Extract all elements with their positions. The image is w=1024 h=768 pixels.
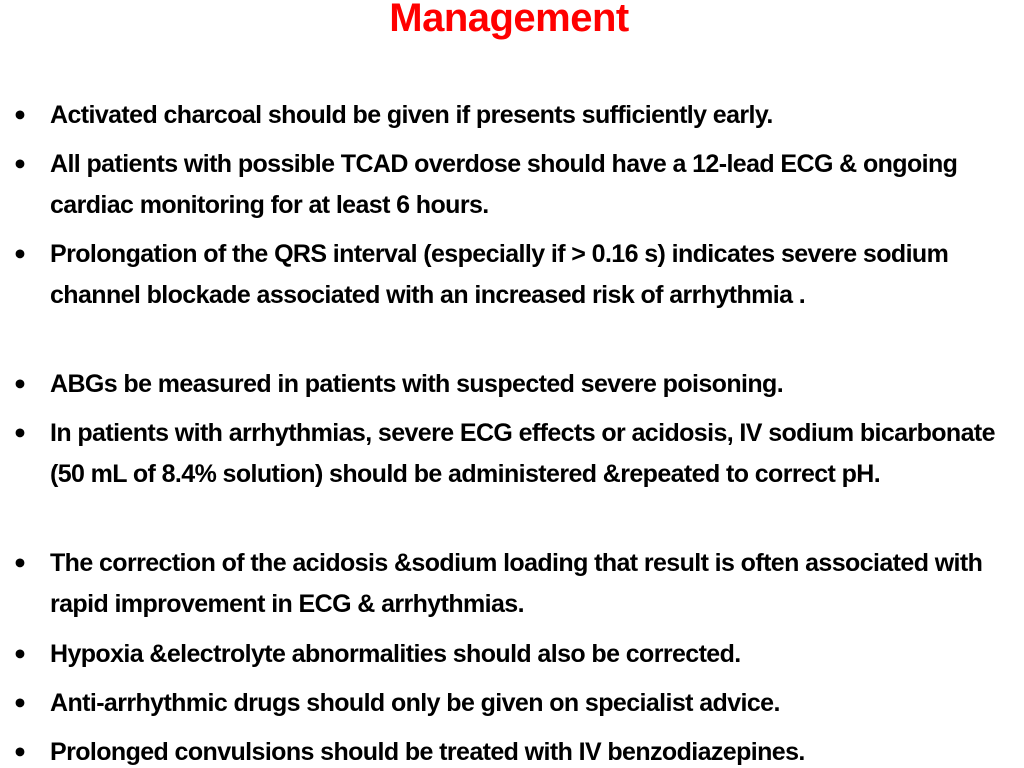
bullet-item	[12, 732, 1020, 768]
bullet-dot-icon: •	[12, 370, 28, 399]
bullet-text: ABGs be measured in patients with suspected severe poisoning.	[50, 370, 784, 398]
bullet-dot-icon: •	[12, 240, 28, 269]
bullet-dot-icon: •	[12, 150, 28, 179]
bullet-text: The correction of the acidosis &sodium loading that result is often associated with rapid improvement in ECG & arrhythmias.	[50, 549, 983, 618]
bullet-dot-icon: •	[12, 689, 28, 718]
bullet-dot-icon: •	[12, 738, 28, 767]
bullet-dot-icon: •	[12, 640, 28, 669]
bullet-item	[12, 634, 1020, 675]
bullet-item	[12, 683, 1020, 724]
bullet-item	[12, 543, 1020, 625]
bullet-text: Prolonged convulsions should be treated with IV benzodiazepines.	[50, 738, 805, 766]
bullet-item	[12, 144, 1020, 226]
bullet-text: In patients with arrhythmias, severe ECG effects or acidosis, IV sodium bicarbonate (50 mL of 8.4% solution) should be administered &repeated to correct pH.	[50, 419, 995, 488]
bullet-dot-icon: •	[12, 101, 28, 130]
slide-title: Management	[389, 0, 629, 40]
bullet-item	[12, 95, 1020, 136]
bullet-item	[12, 413, 1020, 495]
bullet-dot-icon: •	[12, 419, 28, 448]
bullet-item	[12, 234, 1020, 316]
bullet-text: Anti-arrhythmic drugs should only be given on specialist advice.	[50, 689, 780, 717]
bullet-item	[12, 364, 1020, 405]
bullet-text: Hypoxia &electrolyte abnormalities should also be corrected.	[50, 640, 741, 668]
bullet-text: All patients with possible TCAD overdose should have a 12-lead ECG & ongoing cardiac monitoring for at least 6 hours.	[50, 150, 958, 219]
bullet-dot-icon: •	[12, 549, 28, 578]
bullet-text: Activated charcoal should be given if presents sufficiently early.	[50, 101, 773, 129]
bullet-text: Prolongation of the QRS interval (especially if > 0.16 s) indicates severe sodium channel blockade associated with an increased risk of arrhythmia .	[50, 240, 949, 309]
